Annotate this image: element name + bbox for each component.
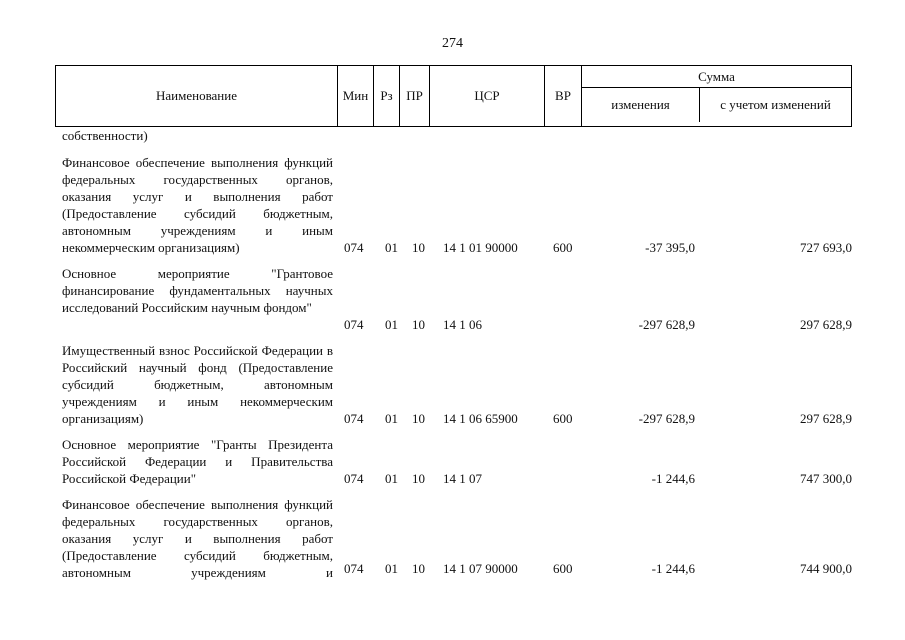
row-rz: 01 — [385, 240, 398, 255]
row-with-changes: 297 628,9 — [800, 317, 852, 332]
row-csr: 14 1 07 — [443, 471, 482, 486]
row-changes: -297 628,9 — [638, 411, 695, 426]
row-changes: -1 244,6 — [651, 471, 695, 486]
header-sum: Сумма — [582, 66, 851, 88]
header-changes: изменения — [582, 88, 700, 122]
row-name: Финансовое обеспечение выполнения функций федеральных государственных органов, оказания услуг и выполнения работ (Предоставление субсидий бюджетным, автономным учреждениям и иным некоммерческим организациям) — [62, 155, 333, 255]
carryover-text: собственности) — [62, 128, 148, 143]
row-min: 074 — [344, 561, 364, 576]
row-pr: 10 — [412, 411, 425, 426]
row-with-changes: 744 900,0 — [800, 561, 852, 576]
page-number: 274 — [442, 36, 463, 51]
row-rz: 01 — [385, 411, 398, 426]
row-name: Основное мероприятие "Гранты Президента Российской Федерации и Правительства Российской Федерации" — [62, 437, 333, 486]
row-min: 074 — [344, 240, 364, 255]
row-csr: 14 1 06 — [443, 317, 482, 332]
table-row — [62, 265, 852, 333]
row-with-changes: 297 628,9 — [800, 411, 852, 426]
row-with-changes: 727 693,0 — [800, 240, 852, 255]
row-pr: 10 — [412, 471, 425, 486]
row-pr: 10 — [412, 561, 425, 576]
header-with-changes: с учетом изменений — [720, 97, 831, 112]
row-pr: 10 — [412, 317, 425, 332]
row-name: Основное мероприятие "Грантовое финансирование фундаментальных научных исследований Российским научным фондом" — [62, 266, 333, 315]
row-csr: 14 1 06 65900 — [443, 411, 518, 426]
table-row — [62, 436, 852, 487]
row-min: 074 — [344, 317, 364, 332]
row-min: 074 — [344, 471, 364, 486]
row-rz: 01 — [385, 471, 398, 486]
header-vr: ВР — [545, 66, 582, 126]
row-vr: 600 — [553, 411, 573, 426]
row-changes: -297 628,9 — [638, 317, 695, 332]
header-sum-group — [582, 66, 851, 126]
row-rz: 01 — [385, 317, 398, 332]
header-name: Наименование — [56, 66, 338, 126]
table-header — [55, 65, 852, 127]
row-rz: 01 — [385, 561, 398, 576]
row-vr: 600 — [553, 561, 573, 576]
row-changes: -37 395,0 — [645, 240, 695, 255]
row-min: 074 — [344, 411, 364, 426]
header-pr: ПР — [400, 66, 430, 126]
row-pr: 10 — [412, 240, 425, 255]
header-rz: Рз — [374, 66, 400, 126]
table-row — [62, 154, 852, 256]
table-row — [62, 342, 852, 427]
header-min: Мин — [338, 66, 374, 126]
header-csr: ЦСР — [430, 66, 545, 126]
row-vr: 600 — [553, 240, 573, 255]
row-csr: 14 1 07 90000 — [443, 561, 518, 576]
row-name: Имущественный взнос Российской Федерации в Российский научный фонд (Предоставление субсидий бюджетным, автономным учреждениям и иным некоммерческим организациям) — [62, 343, 333, 426]
table-row — [62, 496, 852, 581]
row-name: Финансовое обеспечение выполнения функций федеральных государственных органов, оказания услуг и выполнения работ (Предоставление субсидий бюджетным, автономным учреждениям и — [62, 497, 333, 580]
row-changes: -1 244,6 — [651, 561, 695, 576]
row-csr: 14 1 01 90000 — [443, 240, 518, 255]
row-with-changes: 747 300,0 — [800, 471, 852, 486]
